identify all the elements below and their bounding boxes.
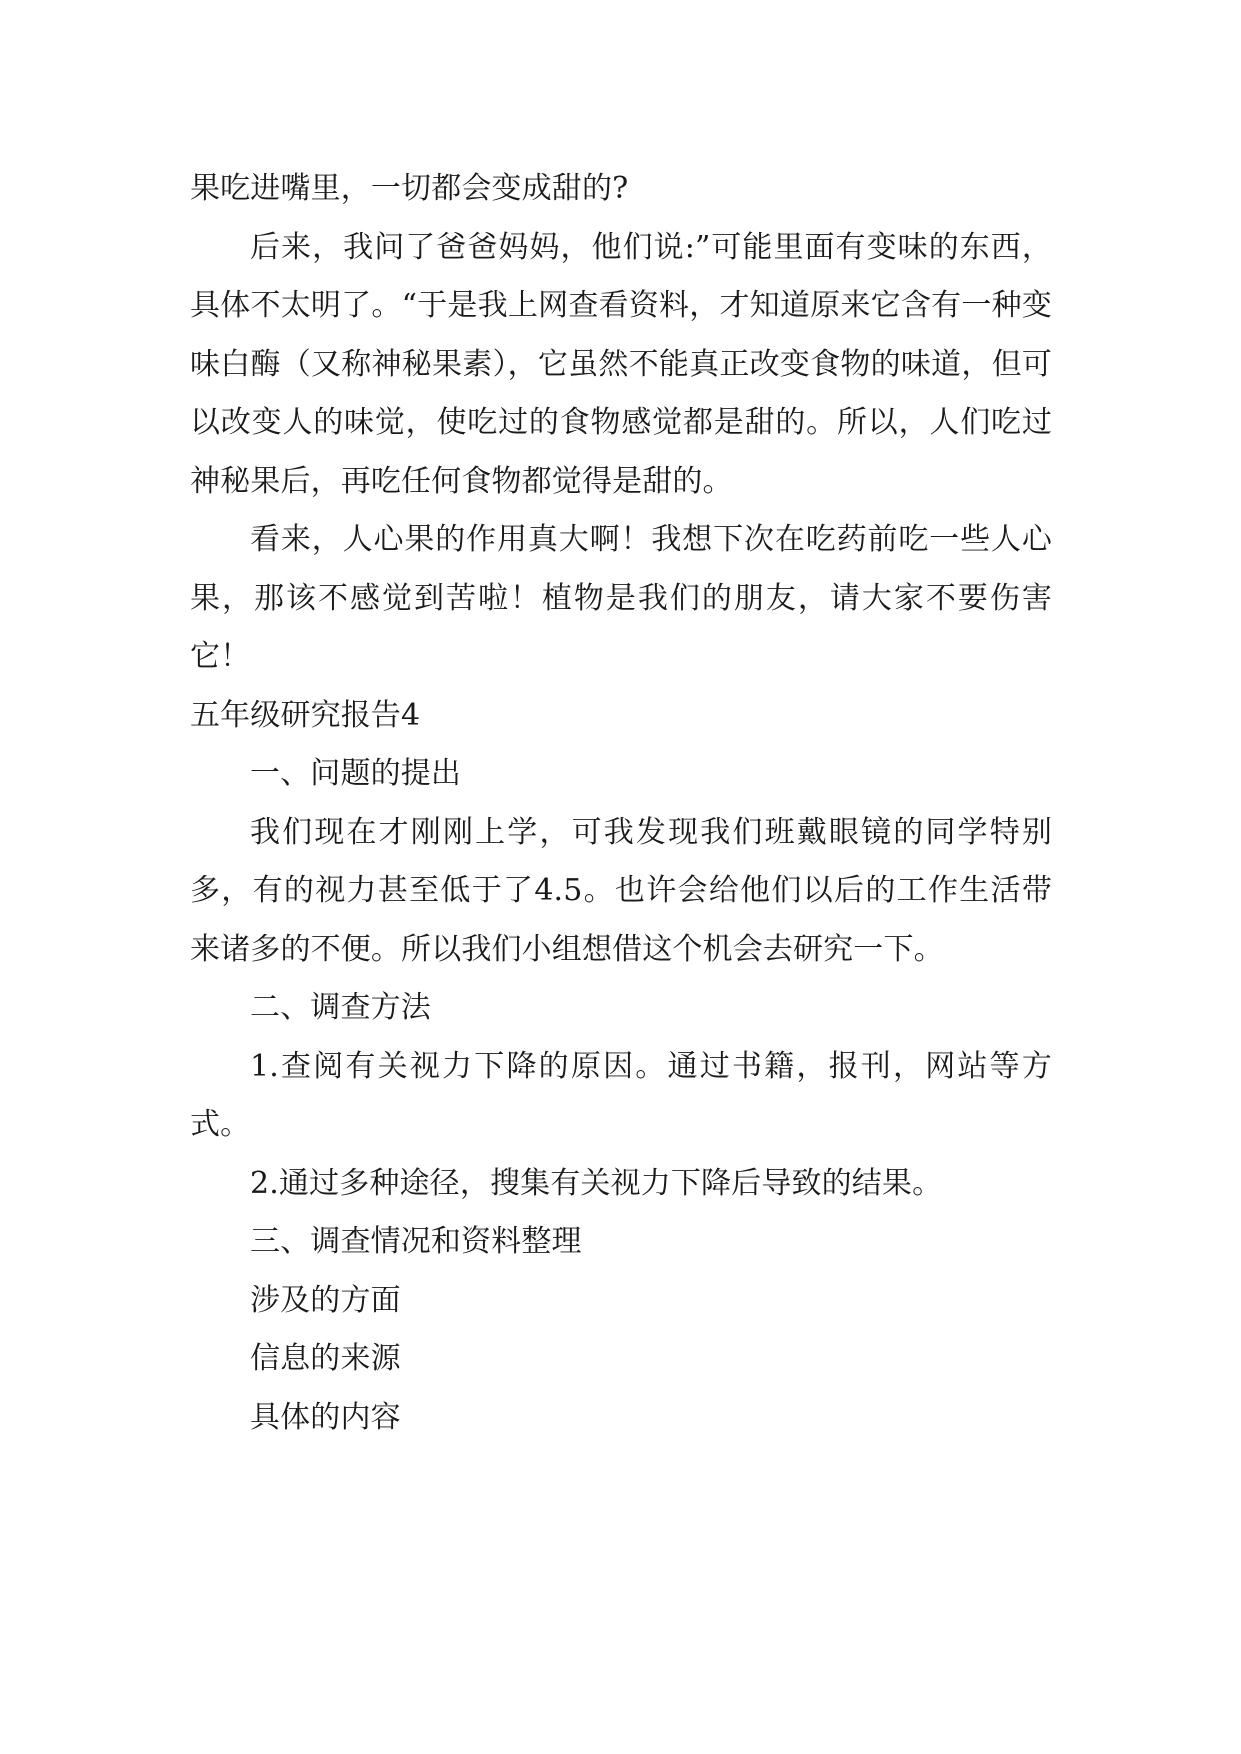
report-title: 五年级研究报告4 <box>190 697 421 733</box>
findings-item-content: 具体的内容 <box>250 1399 401 1435</box>
paragraph-continuation: 果吃进嘴里，一切都会变成甜的? <box>190 171 629 206</box>
section-heading-question: 一、问题的提出 <box>250 756 462 791</box>
method-item-2: 2.通过多种途径，搜集有关视力下降后导致的结果。 <box>250 1165 943 1201</box>
section-heading-method: 二、调查方法 <box>250 990 431 1025</box>
findings-item-aspect: 涉及的方面 <box>250 1282 401 1318</box>
document-page <box>190 160 1052 1447</box>
paragraph-question: 我们现在才刚刚上学，可我发现我们班戴眼镜的同学特别多，有的视力甚至低于了4.5。也许会给他们以后的工作生活带来诸多的不便。所以我们小组想借这个机会去研究一下。 <box>190 814 1052 967</box>
findings-item-source: 信息的来源 <box>250 1341 401 1376</box>
section-heading-findings: 三、调查情况和资料整理 <box>250 1224 582 1259</box>
method-item-1: 1.查阅有关视力下降的原因。通过书籍，报刊，网站等方式。 <box>190 1048 1052 1142</box>
paragraph-explanation: 后来，我问了爸爸妈妈，他们说:”可能里面有变味的东西，具体不太明了。“于是我上网查看资料，才知道原来它含有一种变味白酶（又称神秘果素），它虽然不能真正改变食物的味道，但可以改变人的味觉，使吃过的食物感觉都是甜的。所以，人们吃过神秘果后，再吃任何食物都觉得是甜的。 <box>190 229 1052 499</box>
paragraph-conclusion: 看来，人心果的作用真大啊！我想下次在吃药前吃一些人心果，那该不感觉到苦啦！植物是我们的朋友，请大家不要伤害它！ <box>190 522 1052 674</box>
